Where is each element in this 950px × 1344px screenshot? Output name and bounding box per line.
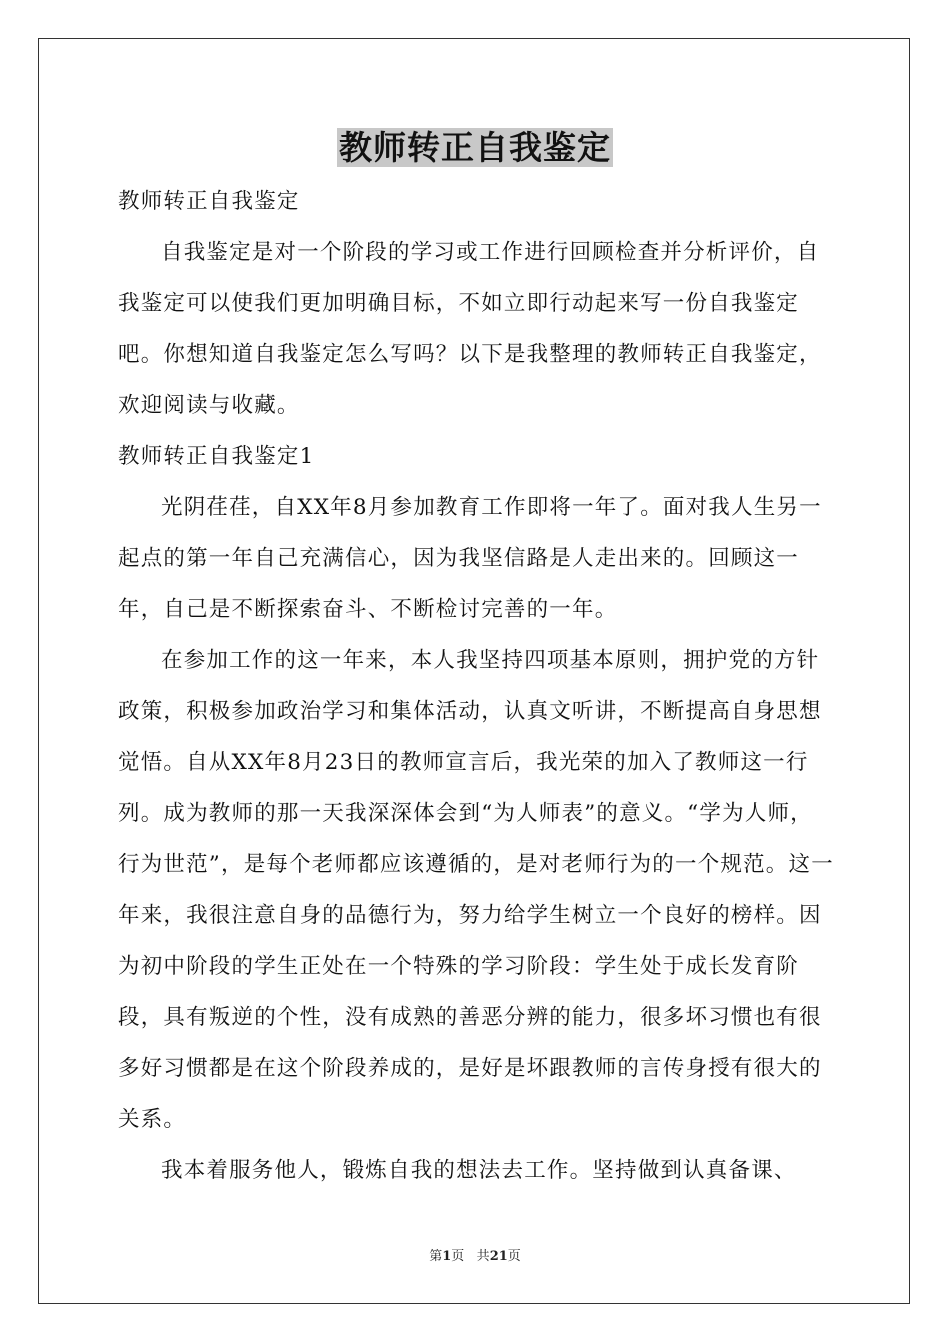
page-prefix: 第 xyxy=(429,1249,443,1264)
section-heading: 教师转正自我鉴定 xyxy=(118,189,300,214)
section-heading: 教师转正自我鉴定1 xyxy=(118,444,315,469)
document-title xyxy=(0,126,950,170)
page-number: 1 xyxy=(442,1249,452,1264)
total-pages: 21 xyxy=(489,1249,508,1264)
total-suffix: 页 xyxy=(507,1249,521,1264)
total-prefix: 共 xyxy=(476,1249,490,1264)
document-title-text: 教师转正自我鉴定 xyxy=(339,128,611,167)
page-footer xyxy=(0,1248,950,1266)
paragraph: 自我鉴定是对一个阶段的学习或工作进行回顾检查并分析评价，自我鉴定可以使我们更加明确目标，不如立即行动起来写一份自我鉴定吧。你想知道自我鉴定怎么写吗？以下是我整理的教师转正自我鉴定，欢迎阅读与收藏。 xyxy=(118,240,822,418)
paragraph: 在参加工作的这一年来，本人我坚持四项基本原则，拥护党的方针政策，积极参加政治学习和集体活动，认真文听讲，不断提高自身思想觉悟。自从XX年8月23日的教师宣言后，我光荣的加入了教师这一行列。成为教师的那一天我深深体会到“为人师表”的意义。“学为人师，行为世范”，是每个老师都应该遵循的，是对老师行为的一个规范。这一年来，我很注意自身的品德行为，努力给学生树立一个良好的榜样。因为初中阶段的学生正处在一个特殊的学习阶段：学生处于成长发育阶段，具有叛逆的个性，没有成熟的善恶分辨的能力，很多坏习惯也有很多好习惯都是在这个阶段养成的，是好是坏跟教师的言传身授有很大的关系。 xyxy=(118,648,834,1132)
document-body xyxy=(118,176,834,1196)
paragraph: 光阴荏荏，自XX年8月参加教育工作即将一年了。面对我人生另一起点的第一年自己充满信心，因为我坚信路是人走出来的。回顾这一年，自己是不断探索奋斗、不断检讨完善的一年。 xyxy=(118,495,822,622)
page-suffix: 页 xyxy=(451,1249,465,1264)
paragraph: 我本着服务他人，锻炼自我的想法去工作。坚持做到认真备课、 xyxy=(161,1158,797,1183)
